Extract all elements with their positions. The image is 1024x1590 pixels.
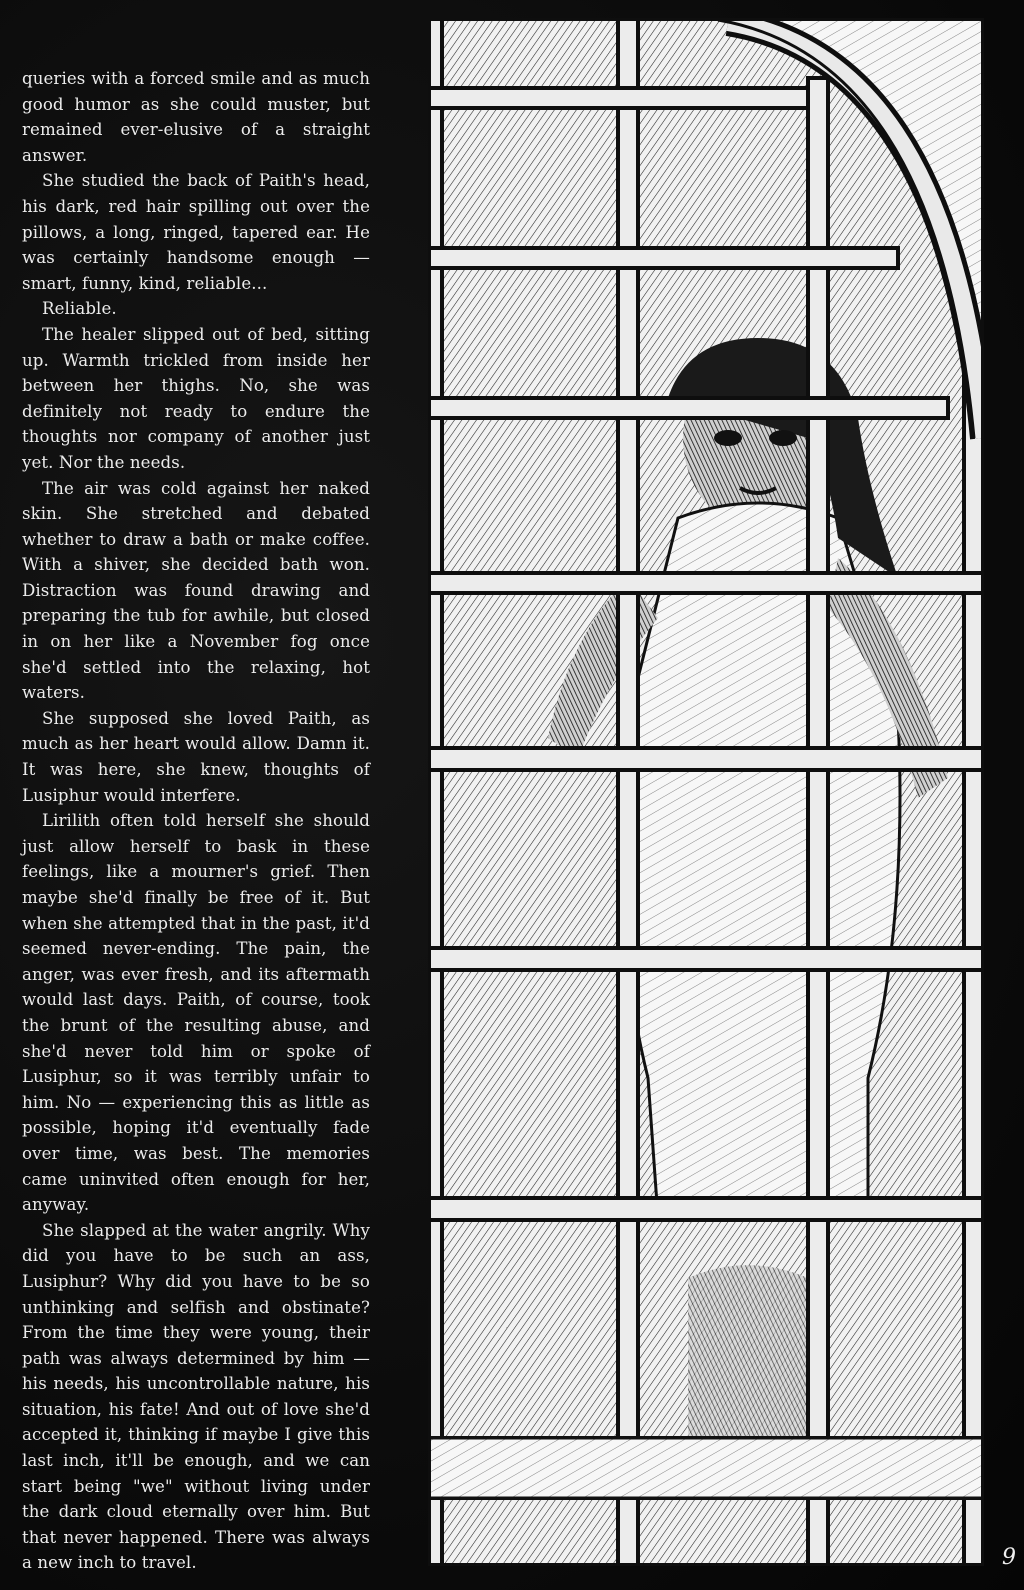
paragraph-8: She slapped at the water angrily. Why did you have to be such an ass, Lusiphur? Why did you have to be so unthinking and selfish and obstinate? From the time they were young, their path was always determined by him — his needs, his uncontrollable nature, his situation, his fate! And out of love she'd accepted it, thinking if maybe I give this last inch, it'll be enough, and we can start being "we" without living under the dark cloud eternally over him. But that never happened. There was always a new inch to travel. [22, 1220, 370, 1573]
story-text-column [22, 66, 370, 1576]
page-number: 9 [1002, 1545, 1016, 1570]
paragraph-7: Lirilith often told herself she should just allow herself to bask in these feelings, like a mourner's grief. Then maybe she'd finally be free of it. But when she attempted that in the past, it'd seemed never-ending. The pain, the anger, was ever fresh, and its aftermath would last days. Paith, of course, took the brunt of the resulting abuse, and she'd never told him or spoke of Lusiphur, so it was terribly unfair to him. No — experiencing this as little as possible, hoping it'd eventually fade over time, was best. The memories came uninvited often enough for her, anyway. [22, 811, 370, 1215]
paragraph-2: She studied the back of Paith's head, his dark, red hair spilling out over the pillows, a long, ringed, tapered ear. He was certainly handsome enough — smart, funny, kind, reliable... [22, 171, 370, 293]
paragraph-1: queries with a forced smile and as much good humor as she could muster, but remained ever-elusive of a straight answer. [22, 69, 370, 165]
paragraph-5: The air was cold against her naked skin. She stretched and debated whether to draw a bath or make coffee. With a shiver, she decided bath won. Distraction was found drawing and preparing the tub for awhile, but closed in on her like a November fog once she'd settled into the relaxing, hot waters. [22, 478, 370, 703]
window-illustration [428, 18, 984, 1566]
paragraph-4: The healer slipped out of bed, sitting up. Warmth trickled from inside her between her thighs. No, she was definitely not ready to endure the thoughts nor company of another just yet. Nor the needs. [22, 324, 370, 472]
paragraph-6: She supposed she loved Paith, as much as her heart would allow. Damn it. It was here, she knew, thoughts of Lusiphur would interfere. [22, 708, 370, 805]
paragraph-3: Reliable. [42, 299, 117, 319]
